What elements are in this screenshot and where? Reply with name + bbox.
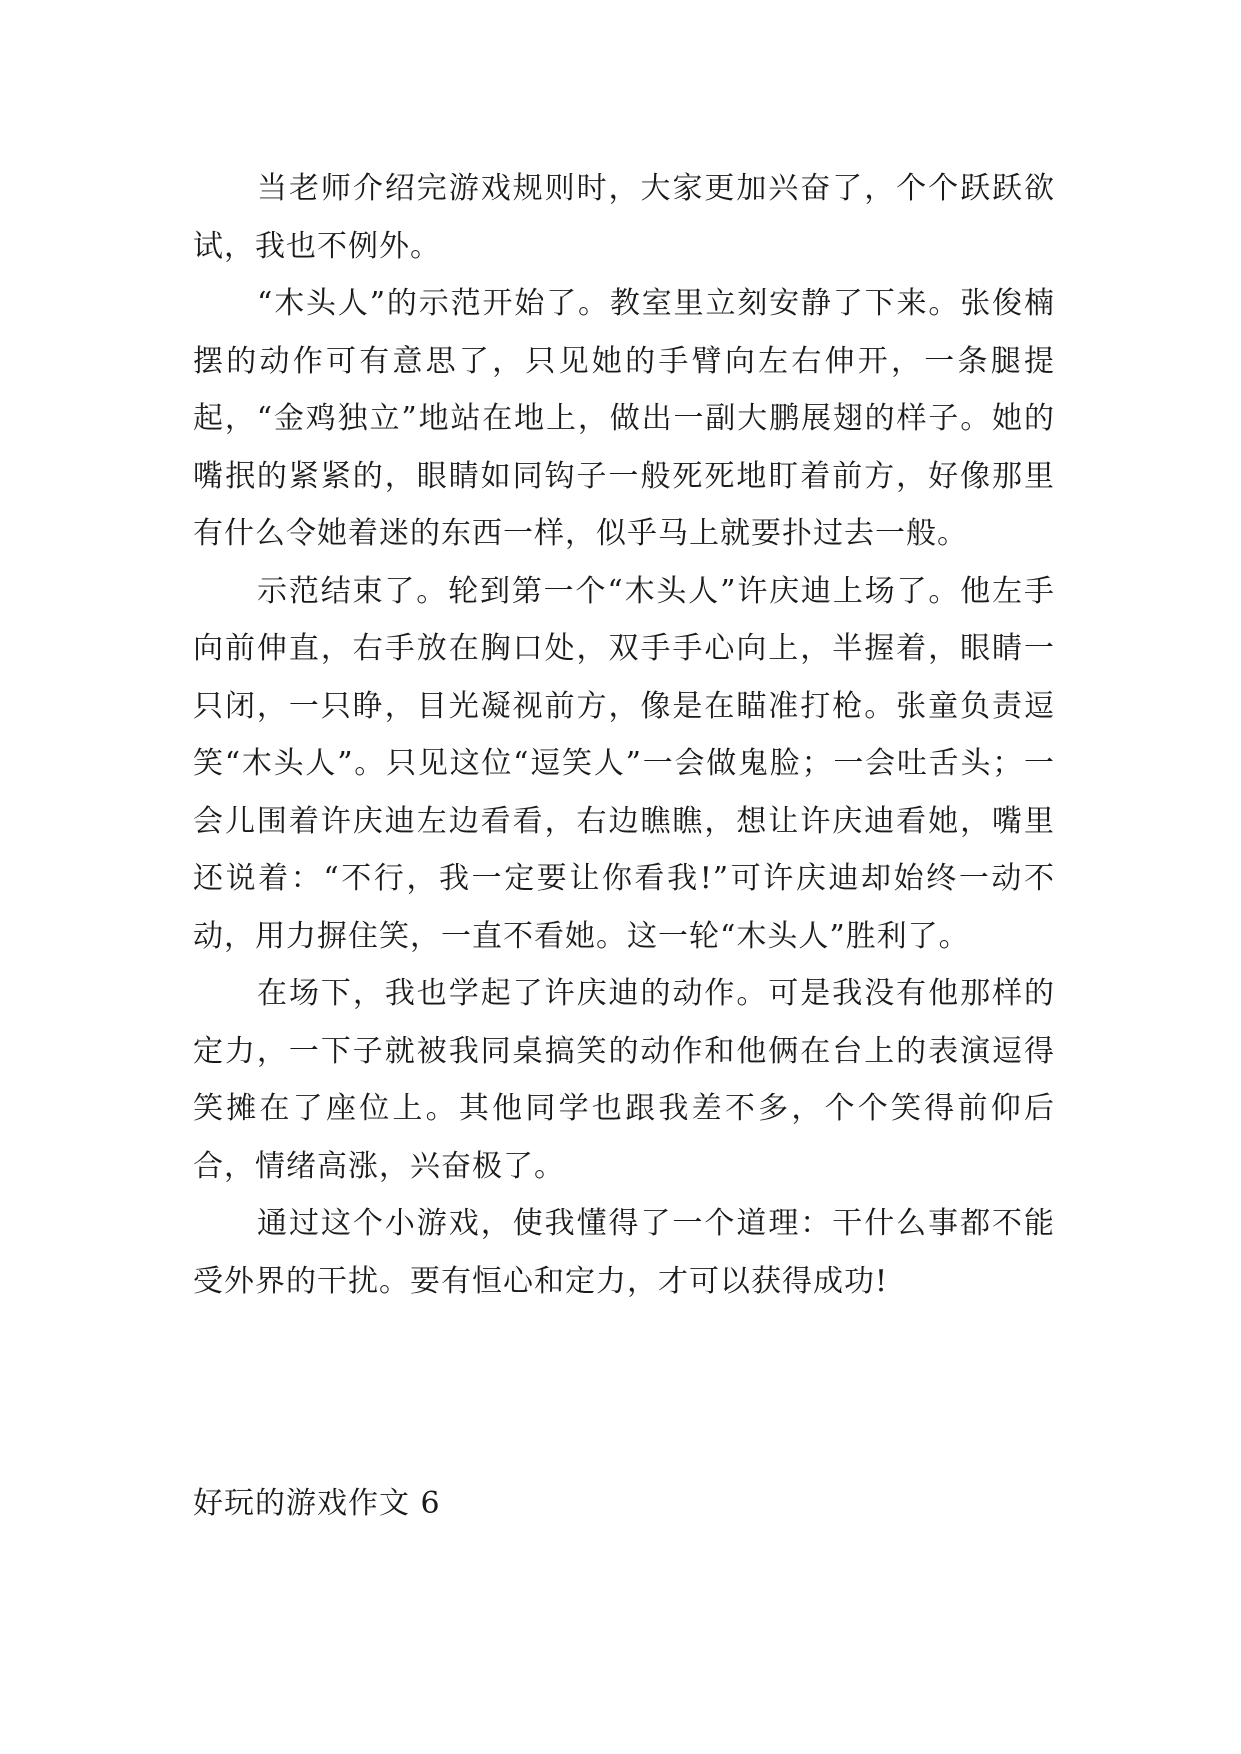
paragraph-5: 通过这个小游戏，使我懂得了一个道理：干什么事都不能受外界的干扰。要有恒心和定力，才可以获得成功! bbox=[193, 1206, 1055, 1299]
paragraph-2: “木头人”的示范开始了。教室里立刻安静了下来。张俊楠摆的动作可有意思了，只见她的手臂向左右伸开，一条腿提起，“金鸡独立”地站在地上，做出一副大鹏展翅的样子。她的嘴抿的紧紧的，眼睛如同钩子一般死死地盯着前方，好像那里有什么令她着迷的东西一样，似乎马上就要扑过去一般。 bbox=[193, 286, 1055, 551]
paragraph-4: 在场下，我也学起了许庆迪的动作。可是我没有他那样的定力，一下子就被我同桌搞笑的动作和他俩在台上的表演逗得笑摊在了座位上。其他同学也跟我差不多，个个笑得前仰后合，情绪高涨，兴奋极了。 bbox=[193, 976, 1055, 1184]
essay-body bbox=[193, 160, 1055, 1310]
paragraph-3: 示范结束了。轮到第一个“木头人”许庆迪上场了。他左手向前伸直，右手放在胸口处，双手手心向上，半握着，眼睛一只闭，一只睁，目光凝视前方，像是在瞄准打枪。张童负责逗笑“木头人”。只见这位“逗笑人”一会做鬼脸；一会吐舌头；一会儿围着许庆迪左边看看，右边瞧瞧，想让许庆迪看她，嘴里还说着：“不行，我一定要让你看我!”可许庆迪却始终一动不动，用力摒住笑，一直不看她。这一轮“木头人”胜利了。 bbox=[193, 573, 1055, 954]
section-title: 好玩的游戏作文 6 bbox=[193, 1486, 441, 1521]
paragraph-1: 当老师介绍完游戏规则时，大家更加兴奋了，个个跃跃欲试，我也不例外。 bbox=[193, 171, 1055, 264]
